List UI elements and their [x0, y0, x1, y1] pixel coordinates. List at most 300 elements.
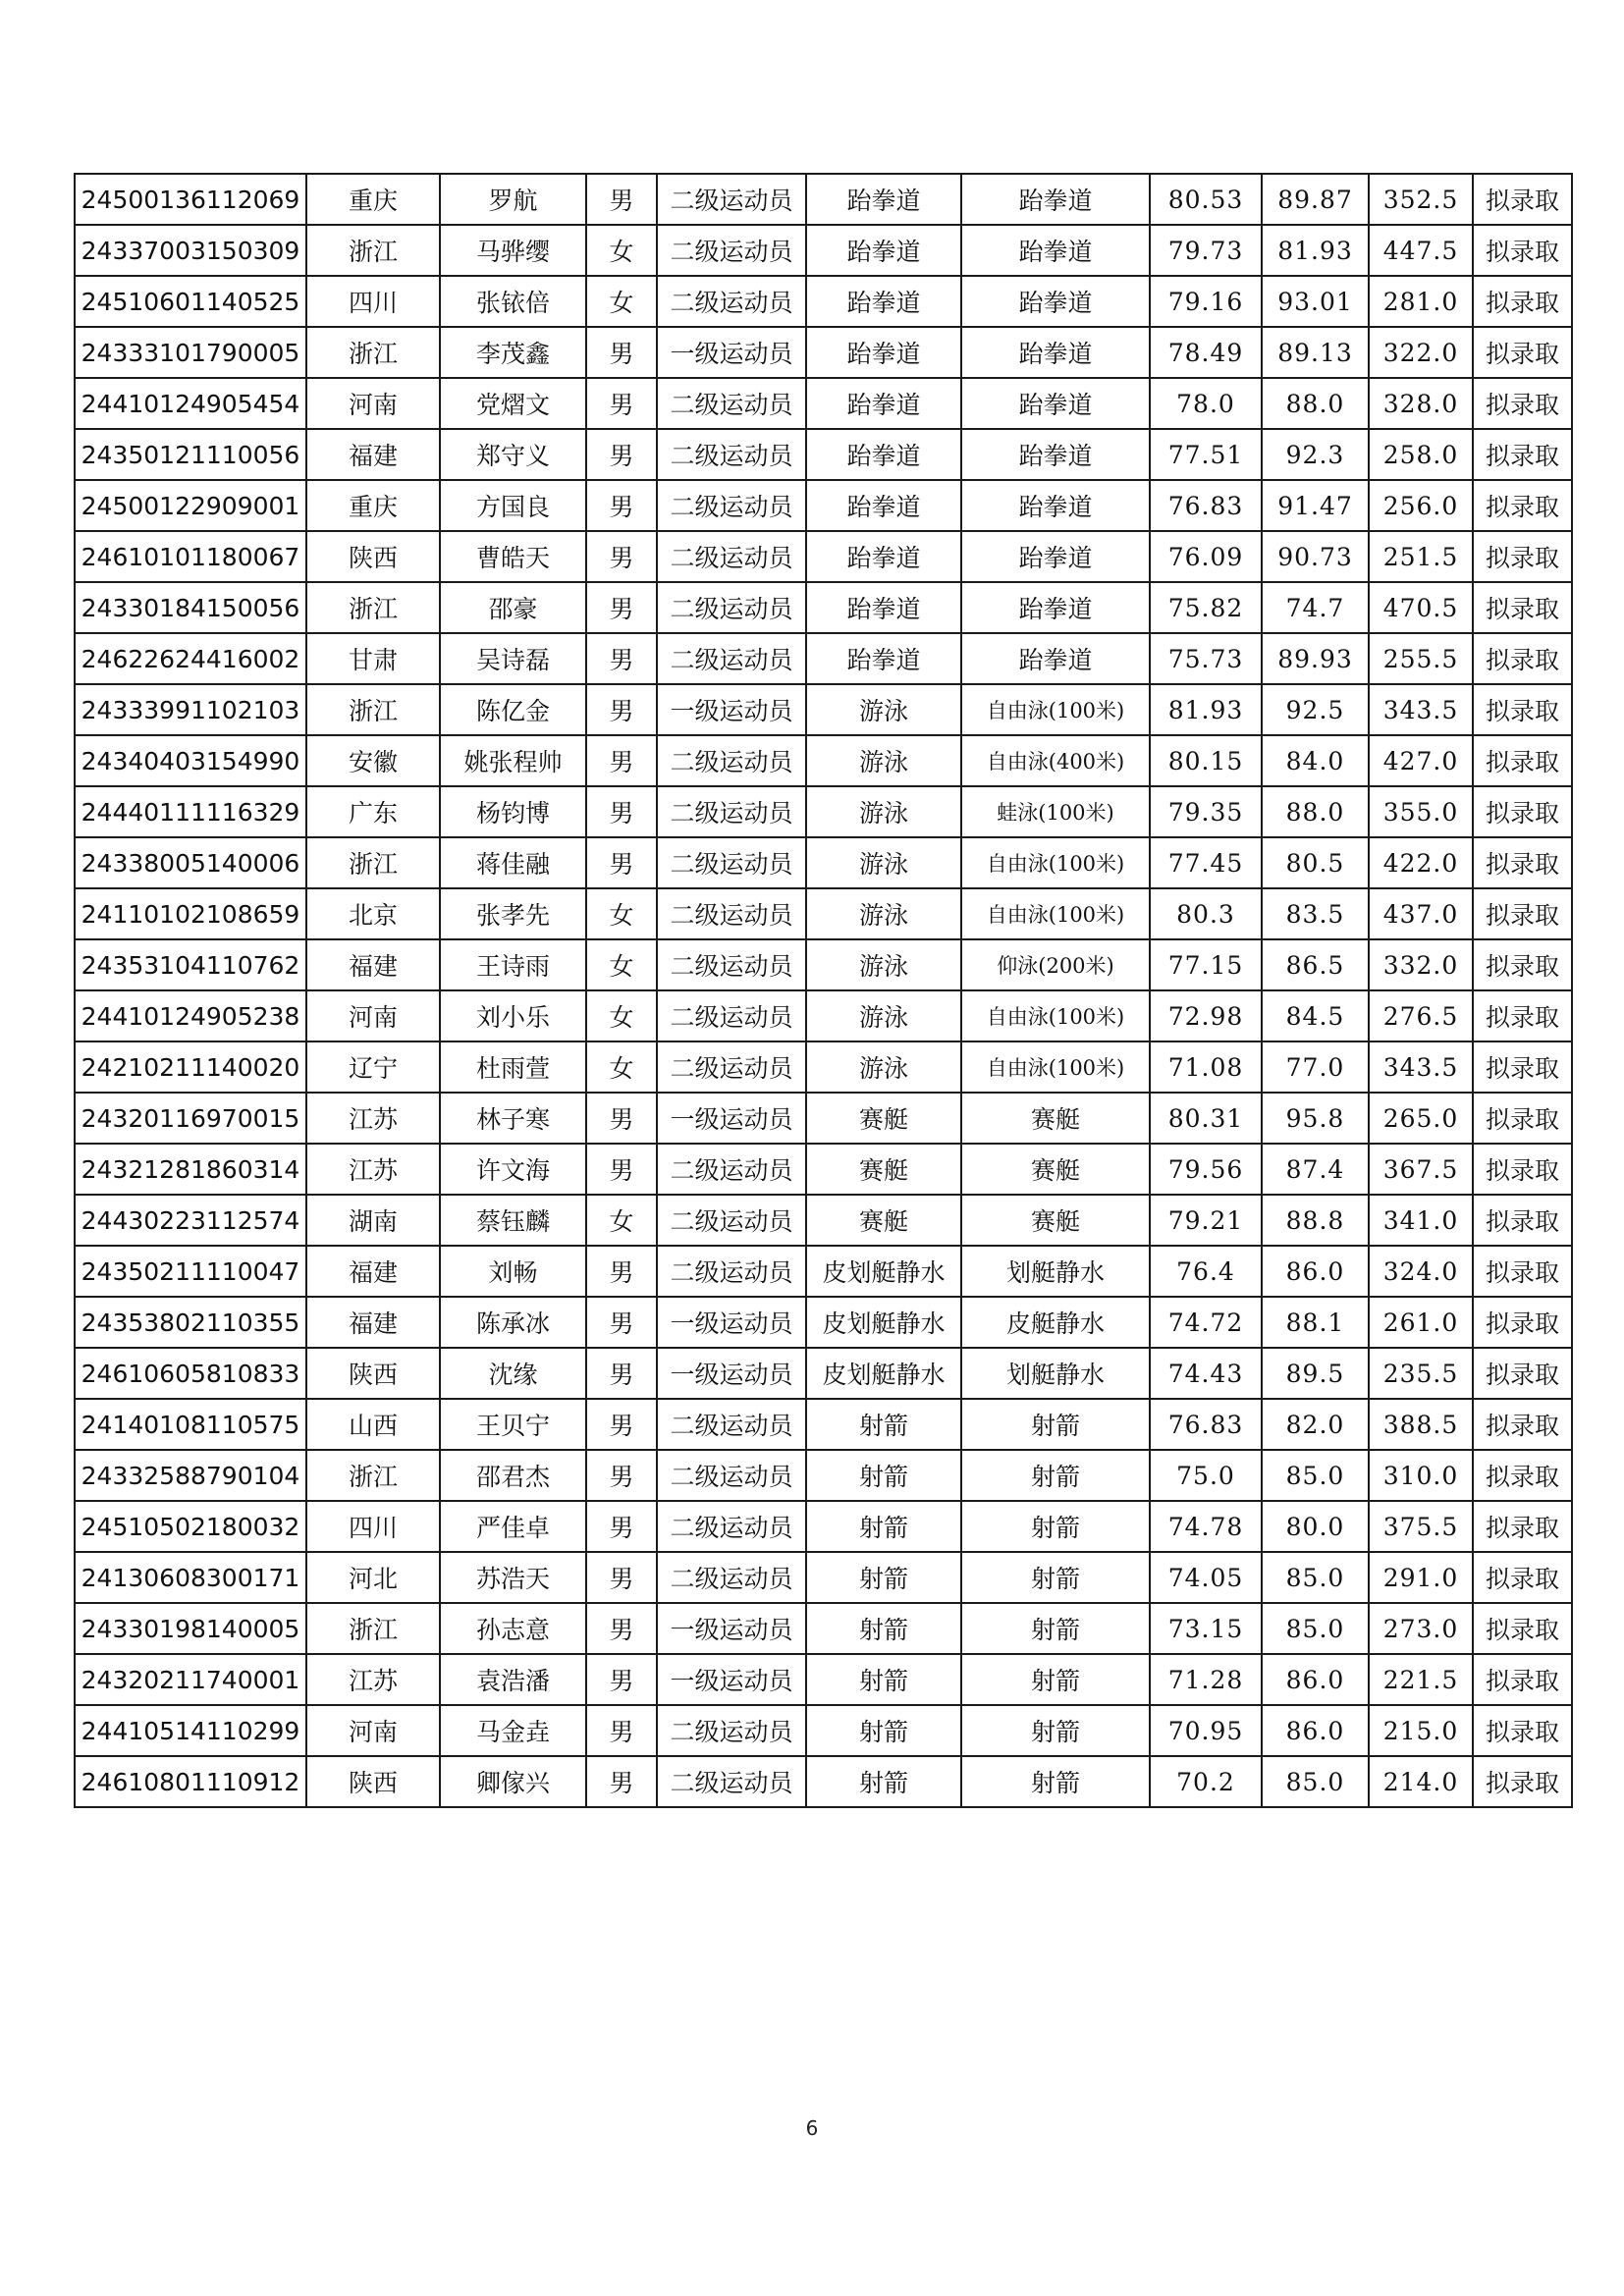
candidate-id-cell: 24430223112574: [75, 1195, 306, 1246]
score-c-cell: 328.0: [1369, 378, 1473, 429]
candidate-id-cell: 24510502180032: [75, 1501, 306, 1552]
score-b-cell: 89.13: [1262, 327, 1369, 378]
province-cell: 福建: [306, 429, 440, 480]
gender-cell: 男: [586, 1450, 657, 1501]
province-cell: 广东: [306, 786, 440, 837]
score-a-cell: 80.3: [1150, 888, 1262, 939]
candidate-id-cell: 24210211140020: [75, 1041, 306, 1093]
name-cell: 张孝先: [440, 888, 586, 939]
admission-status-cell: 拟录取: [1473, 1144, 1572, 1195]
sport-cell: 游泳: [806, 1041, 961, 1093]
table-row: [75, 1399, 1572, 1450]
admission-status-cell: 拟录取: [1473, 1399, 1572, 1450]
candidate-id-cell: 24337003150309: [75, 225, 306, 276]
name-cell: 袁浩潘: [440, 1654, 586, 1705]
gender-cell: 男: [586, 684, 657, 735]
event-cell: 跆拳道: [961, 378, 1150, 429]
sport-cell: 游泳: [806, 786, 961, 837]
score-a-cell: 75.0: [1150, 1450, 1262, 1501]
score-b-cell: 90.73: [1262, 531, 1369, 582]
event-cell: 跆拳道: [961, 582, 1150, 633]
gender-cell: 男: [586, 531, 657, 582]
admission-status-cell: 拟录取: [1473, 1348, 1572, 1399]
score-b-cell: 84.5: [1262, 990, 1369, 1041]
admission-status-cell: 拟录取: [1473, 1603, 1572, 1654]
candidate-id-cell: 24340403154990: [75, 735, 306, 786]
admission-status-cell: 拟录取: [1473, 633, 1572, 684]
athlete-level-cell: 二级运动员: [657, 225, 806, 276]
table-row: [75, 1450, 1572, 1501]
gender-cell: 男: [586, 786, 657, 837]
sport-cell: 跆拳道: [806, 174, 961, 225]
score-c-cell: 352.5: [1369, 174, 1473, 225]
score-b-cell: 93.01: [1262, 276, 1369, 327]
score-c-cell: 447.5: [1369, 225, 1473, 276]
sport-cell: 游泳: [806, 888, 961, 939]
gender-cell: 男: [586, 1297, 657, 1348]
candidate-id-cell: 24500136112069: [75, 174, 306, 225]
athlete-level-cell: 二级运动员: [657, 1195, 806, 1246]
event-cell: 射箭: [961, 1705, 1150, 1756]
gender-cell: 男: [586, 1093, 657, 1144]
sport-cell: 游泳: [806, 990, 961, 1041]
score-c-cell: 422.0: [1369, 837, 1473, 888]
score-b-cell: 86.0: [1262, 1705, 1369, 1756]
table-row: [75, 1705, 1572, 1756]
score-b-cell: 95.8: [1262, 1093, 1369, 1144]
score-c-cell: 251.5: [1369, 531, 1473, 582]
event-cell: 自由泳(100米): [961, 1041, 1150, 1093]
table-row: [75, 1041, 1572, 1093]
table-row: [75, 1246, 1572, 1297]
score-a-cell: 80.15: [1150, 735, 1262, 786]
gender-cell: 男: [586, 1144, 657, 1195]
athlete-level-cell: 二级运动员: [657, 939, 806, 990]
province-cell: 河南: [306, 1705, 440, 1756]
province-cell: 浙江: [306, 327, 440, 378]
gender-cell: 男: [586, 174, 657, 225]
gender-cell: 女: [586, 225, 657, 276]
province-cell: 浙江: [306, 1450, 440, 1501]
score-c-cell: 261.0: [1369, 1297, 1473, 1348]
province-cell: 四川: [306, 276, 440, 327]
score-a-cell: 74.43: [1150, 1348, 1262, 1399]
admission-status-cell: 拟录取: [1473, 174, 1572, 225]
name-cell: 蒋佳融: [440, 837, 586, 888]
sport-cell: 赛艇: [806, 1195, 961, 1246]
event-cell: 皮艇静水: [961, 1297, 1150, 1348]
event-cell: 划艇静水: [961, 1348, 1150, 1399]
score-a-cell: 79.21: [1150, 1195, 1262, 1246]
candidate-id-cell: 24338005140006: [75, 837, 306, 888]
score-b-cell: 92.5: [1262, 684, 1369, 735]
score-b-cell: 80.5: [1262, 837, 1369, 888]
candidate-id-cell: 24610101180067: [75, 531, 306, 582]
sport-cell: 跆拳道: [806, 276, 961, 327]
province-cell: 江苏: [306, 1093, 440, 1144]
name-cell: 方国良: [440, 480, 586, 531]
athlete-level-cell: 一级运动员: [657, 1093, 806, 1144]
gender-cell: 女: [586, 276, 657, 327]
athlete-level-cell: 一级运动员: [657, 684, 806, 735]
candidate-id-cell: 24610801110912: [75, 1756, 306, 1807]
admission-status-cell: 拟录取: [1473, 888, 1572, 939]
table-row: [75, 633, 1572, 684]
event-cell: 射箭: [961, 1654, 1150, 1705]
sport-cell: 皮划艇静水: [806, 1246, 961, 1297]
name-cell: 林子寒: [440, 1093, 586, 1144]
event-cell: 跆拳道: [961, 633, 1150, 684]
gender-cell: 男: [586, 1603, 657, 1654]
sport-cell: 跆拳道: [806, 225, 961, 276]
admission-table: [74, 173, 1573, 1808]
name-cell: 马骅缨: [440, 225, 586, 276]
score-a-cell: 76.83: [1150, 1399, 1262, 1450]
candidate-id-cell: 24350211110047: [75, 1246, 306, 1297]
gender-cell: 女: [586, 888, 657, 939]
province-cell: 重庆: [306, 480, 440, 531]
score-c-cell: 437.0: [1369, 888, 1473, 939]
score-c-cell: 332.0: [1369, 939, 1473, 990]
candidate-id-cell: 24350121110056: [75, 429, 306, 480]
admission-status-cell: 拟录取: [1473, 837, 1572, 888]
name-cell: 蔡钰麟: [440, 1195, 586, 1246]
event-cell: 跆拳道: [961, 429, 1150, 480]
table-row: [75, 837, 1572, 888]
score-a-cell: 76.83: [1150, 480, 1262, 531]
event-cell: 跆拳道: [961, 276, 1150, 327]
sport-cell: 射箭: [806, 1501, 961, 1552]
sport-cell: 跆拳道: [806, 327, 961, 378]
name-cell: 孙志意: [440, 1603, 586, 1654]
sport-cell: 跆拳道: [806, 480, 961, 531]
candidate-id-cell: 24333991102103: [75, 684, 306, 735]
name-cell: 苏浩天: [440, 1552, 586, 1603]
candidate-id-cell: 24330198140005: [75, 1603, 306, 1654]
table-row: [75, 888, 1572, 939]
gender-cell: 女: [586, 1041, 657, 1093]
athlete-level-cell: 二级运动员: [657, 990, 806, 1041]
score-b-cell: 89.5: [1262, 1348, 1369, 1399]
score-a-cell: 75.73: [1150, 633, 1262, 684]
name-cell: 王诗雨: [440, 939, 586, 990]
gender-cell: 男: [586, 378, 657, 429]
event-cell: 自由泳(100米): [961, 684, 1150, 735]
province-cell: 山西: [306, 1399, 440, 1450]
table-row: [75, 174, 1572, 225]
athlete-level-cell: 二级运动员: [657, 429, 806, 480]
score-b-cell: 81.93: [1262, 225, 1369, 276]
score-b-cell: 88.8: [1262, 1195, 1369, 1246]
gender-cell: 女: [586, 1195, 657, 1246]
event-cell: 射箭: [961, 1552, 1150, 1603]
admission-status-cell: 拟录取: [1473, 327, 1572, 378]
score-a-cell: 70.2: [1150, 1756, 1262, 1807]
athlete-level-cell: 二级运动员: [657, 1705, 806, 1756]
name-cell: 吴诗磊: [440, 633, 586, 684]
athlete-level-cell: 二级运动员: [657, 480, 806, 531]
table-row: [75, 735, 1572, 786]
province-cell: 北京: [306, 888, 440, 939]
admission-status-cell: 拟录取: [1473, 1654, 1572, 1705]
candidate-id-cell: 24440111116329: [75, 786, 306, 837]
table-row: [75, 1552, 1572, 1603]
province-cell: 甘肃: [306, 633, 440, 684]
sport-cell: 游泳: [806, 684, 961, 735]
table-row: [75, 1297, 1572, 1348]
score-b-cell: 86.0: [1262, 1246, 1369, 1297]
score-b-cell: 80.0: [1262, 1501, 1369, 1552]
sport-cell: 射箭: [806, 1552, 961, 1603]
athlete-level-cell: 二级运动员: [657, 1450, 806, 1501]
province-cell: 河北: [306, 1552, 440, 1603]
score-a-cell: 80.31: [1150, 1093, 1262, 1144]
sport-cell: 游泳: [806, 735, 961, 786]
score-a-cell: 78.0: [1150, 378, 1262, 429]
gender-cell: 男: [586, 735, 657, 786]
province-cell: 江苏: [306, 1654, 440, 1705]
province-cell: 江苏: [306, 1144, 440, 1195]
candidate-id-cell: 24410124905238: [75, 990, 306, 1041]
event-cell: 蛙泳(100米): [961, 786, 1150, 837]
score-a-cell: 72.98: [1150, 990, 1262, 1041]
province-cell: 陕西: [306, 531, 440, 582]
name-cell: 陈亿金: [440, 684, 586, 735]
admission-status-cell: 拟录取: [1473, 1450, 1572, 1501]
name-cell: 邵豪: [440, 582, 586, 633]
gender-cell: 男: [586, 1348, 657, 1399]
table-row: [75, 1195, 1572, 1246]
score-c-cell: 355.0: [1369, 786, 1473, 837]
score-b-cell: 85.0: [1262, 1552, 1369, 1603]
gender-cell: 男: [586, 582, 657, 633]
table-row: [75, 939, 1572, 990]
candidate-id-cell: 24610605810833: [75, 1348, 306, 1399]
admission-status-cell: 拟录取: [1473, 735, 1572, 786]
admission-status-cell: 拟录取: [1473, 1552, 1572, 1603]
sport-cell: 射箭: [806, 1654, 961, 1705]
score-b-cell: 86.0: [1262, 1654, 1369, 1705]
sport-cell: 射箭: [806, 1705, 961, 1756]
candidate-id-cell: 24320211740001: [75, 1654, 306, 1705]
province-cell: 福建: [306, 1297, 440, 1348]
name-cell: 许文海: [440, 1144, 586, 1195]
event-cell: 赛艇: [961, 1144, 1150, 1195]
table-row: [75, 1093, 1572, 1144]
score-a-cell: 79.73: [1150, 225, 1262, 276]
score-a-cell: 73.15: [1150, 1603, 1262, 1654]
province-cell: 河南: [306, 990, 440, 1041]
score-b-cell: 88.0: [1262, 378, 1369, 429]
score-a-cell: 74.72: [1150, 1297, 1262, 1348]
athlete-level-cell: 二级运动员: [657, 633, 806, 684]
sport-cell: 赛艇: [806, 1093, 961, 1144]
sport-cell: 游泳: [806, 837, 961, 888]
candidate-id-cell: 24330184150056: [75, 582, 306, 633]
candidate-id-cell: 24333101790005: [75, 327, 306, 378]
score-c-cell: 256.0: [1369, 480, 1473, 531]
name-cell: 郑守义: [440, 429, 586, 480]
score-b-cell: 84.0: [1262, 735, 1369, 786]
province-cell: 浙江: [306, 837, 440, 888]
gender-cell: 男: [586, 1552, 657, 1603]
candidate-id-cell: 24320116970015: [75, 1093, 306, 1144]
score-a-cell: 76.4: [1150, 1246, 1262, 1297]
event-cell: 射箭: [961, 1450, 1150, 1501]
score-a-cell: 79.56: [1150, 1144, 1262, 1195]
table-row: [75, 378, 1572, 429]
score-c-cell: 322.0: [1369, 327, 1473, 378]
sport-cell: 赛艇: [806, 1144, 961, 1195]
admission-status-cell: 拟录取: [1473, 1246, 1572, 1297]
event-cell: 仰泳(200米): [961, 939, 1150, 990]
gender-cell: 男: [586, 1246, 657, 1297]
event-cell: 跆拳道: [961, 327, 1150, 378]
event-cell: 射箭: [961, 1399, 1150, 1450]
candidate-id-cell: 24353104110762: [75, 939, 306, 990]
score-c-cell: 343.5: [1369, 1041, 1473, 1093]
score-c-cell: 255.5: [1369, 633, 1473, 684]
candidate-id-cell: 24510601140525: [75, 276, 306, 327]
sport-cell: 跆拳道: [806, 378, 961, 429]
table-row: [75, 990, 1572, 1041]
sport-cell: 跆拳道: [806, 582, 961, 633]
athlete-level-cell: 二级运动员: [657, 1246, 806, 1297]
province-cell: 陕西: [306, 1348, 440, 1399]
score-c-cell: 258.0: [1369, 429, 1473, 480]
name-cell: 陈承冰: [440, 1297, 586, 1348]
province-cell: 河南: [306, 378, 440, 429]
admission-status-cell: 拟录取: [1473, 939, 1572, 990]
table-row: [75, 1756, 1572, 1807]
event-cell: 射箭: [961, 1501, 1150, 1552]
score-a-cell: 71.28: [1150, 1654, 1262, 1705]
score-b-cell: 89.87: [1262, 174, 1369, 225]
score-b-cell: 85.0: [1262, 1603, 1369, 1654]
athlete-level-cell: 二级运动员: [657, 888, 806, 939]
score-c-cell: 214.0: [1369, 1756, 1473, 1807]
score-c-cell: 265.0: [1369, 1093, 1473, 1144]
athlete-level-cell: 二级运动员: [657, 531, 806, 582]
admission-status-cell: 拟录取: [1473, 225, 1572, 276]
candidate-id-cell: 24500122909001: [75, 480, 306, 531]
candidate-id-cell: 24622624416002: [75, 633, 306, 684]
gender-cell: 男: [586, 633, 657, 684]
table-row: [75, 1654, 1572, 1705]
score-a-cell: 77.51: [1150, 429, 1262, 480]
name-cell: 王贝宁: [440, 1399, 586, 1450]
athlete-level-cell: 二级运动员: [657, 582, 806, 633]
admission-status-cell: 拟录取: [1473, 1501, 1572, 1552]
athlete-level-cell: 二级运动员: [657, 378, 806, 429]
athlete-level-cell: 二级运动员: [657, 1756, 806, 1807]
admission-status-cell: 拟录取: [1473, 582, 1572, 633]
score-c-cell: 324.0: [1369, 1246, 1473, 1297]
page-number: 6: [805, 2116, 819, 2140]
event-cell: 跆拳道: [961, 174, 1150, 225]
sport-cell: 射箭: [806, 1756, 961, 1807]
table-row: [75, 1144, 1572, 1195]
admission-status-cell: 拟录取: [1473, 1041, 1572, 1093]
sport-cell: 跆拳道: [806, 633, 961, 684]
gender-cell: 男: [586, 1399, 657, 1450]
score-c-cell: 235.5: [1369, 1348, 1473, 1399]
athlete-level-cell: 二级运动员: [657, 174, 806, 225]
province-cell: 辽宁: [306, 1041, 440, 1093]
athlete-level-cell: 二级运动员: [657, 1501, 806, 1552]
province-cell: 重庆: [306, 174, 440, 225]
gender-cell: 男: [586, 1654, 657, 1705]
table-row: [75, 1501, 1572, 1552]
sport-cell: 射箭: [806, 1450, 961, 1501]
sport-cell: 跆拳道: [806, 531, 961, 582]
score-c-cell: 310.0: [1369, 1450, 1473, 1501]
score-b-cell: 82.0: [1262, 1399, 1369, 1450]
table-row: [75, 786, 1572, 837]
athlete-level-cell: 一级运动员: [657, 1603, 806, 1654]
gender-cell: 男: [586, 327, 657, 378]
athlete-level-cell: 二级运动员: [657, 837, 806, 888]
gender-cell: 男: [586, 1501, 657, 1552]
admission-status-cell: 拟录取: [1473, 990, 1572, 1041]
table-row: [75, 225, 1572, 276]
name-cell: 罗航: [440, 174, 586, 225]
event-cell: 自由泳(400米): [961, 735, 1150, 786]
score-c-cell: 221.5: [1369, 1654, 1473, 1705]
table-row: [75, 531, 1572, 582]
score-b-cell: 86.5: [1262, 939, 1369, 990]
admission-status-cell: 拟录取: [1473, 1297, 1572, 1348]
admission-status-cell: 拟录取: [1473, 1195, 1572, 1246]
event-cell: 自由泳(100米): [961, 837, 1150, 888]
name-cell: 党熠文: [440, 378, 586, 429]
score-b-cell: 85.0: [1262, 1756, 1369, 1807]
score-c-cell: 281.0: [1369, 276, 1473, 327]
sport-cell: 皮划艇静水: [806, 1348, 961, 1399]
name-cell: 马金垚: [440, 1705, 586, 1756]
score-a-cell: 77.45: [1150, 837, 1262, 888]
admission-status-cell: 拟录取: [1473, 429, 1572, 480]
province-cell: 浙江: [306, 1603, 440, 1654]
score-a-cell: 74.05: [1150, 1552, 1262, 1603]
table-row: [75, 1348, 1572, 1399]
score-b-cell: 89.93: [1262, 633, 1369, 684]
candidate-id-cell: 24140108110575: [75, 1399, 306, 1450]
event-cell: 自由泳(100米): [961, 990, 1150, 1041]
score-a-cell: 70.95: [1150, 1705, 1262, 1756]
table-row: [75, 276, 1572, 327]
candidate-id-cell: 24410514110299: [75, 1705, 306, 1756]
gender-cell: 男: [586, 1705, 657, 1756]
score-b-cell: 83.5: [1262, 888, 1369, 939]
table-row: [75, 429, 1572, 480]
name-cell: 张铱倍: [440, 276, 586, 327]
province-cell: 安徽: [306, 735, 440, 786]
admission-table-container: [74, 173, 1573, 1808]
score-c-cell: 367.5: [1369, 1144, 1473, 1195]
sport-cell: 射箭: [806, 1399, 961, 1450]
province-cell: 陕西: [306, 1756, 440, 1807]
score-c-cell: 388.5: [1369, 1399, 1473, 1450]
event-cell: 射箭: [961, 1756, 1150, 1807]
name-cell: 沈缘: [440, 1348, 586, 1399]
candidate-id-cell: 24110102108659: [75, 888, 306, 939]
athlete-level-cell: 一级运动员: [657, 1654, 806, 1705]
score-a-cell: 71.08: [1150, 1041, 1262, 1093]
score-b-cell: 88.1: [1262, 1297, 1369, 1348]
table-row: [75, 327, 1572, 378]
sport-cell: 跆拳道: [806, 429, 961, 480]
